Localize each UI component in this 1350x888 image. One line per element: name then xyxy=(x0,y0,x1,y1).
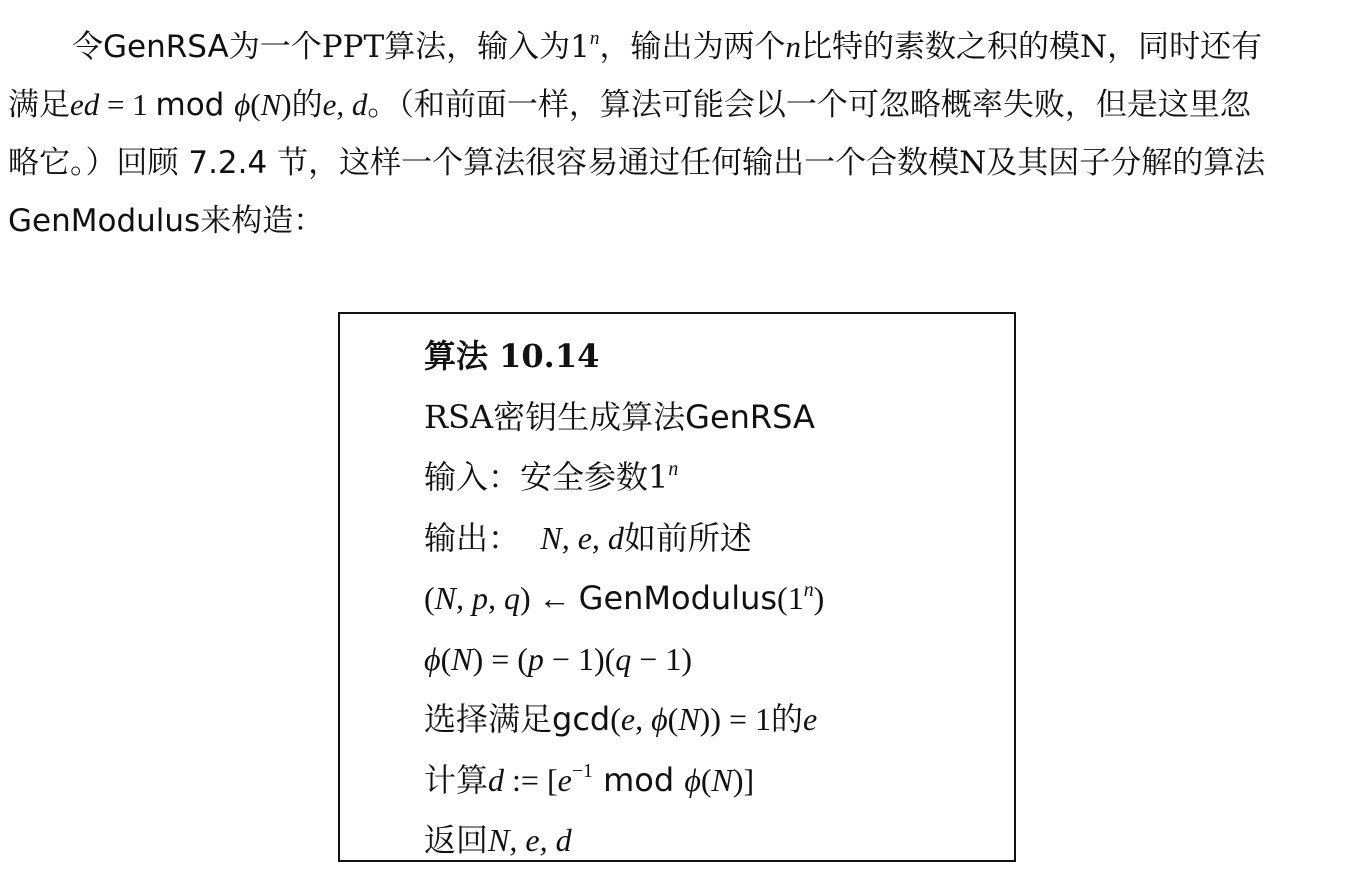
math-variable: e xyxy=(557,761,572,798)
math-paren: ( xyxy=(250,87,261,122)
algorithm-name: GenModulus xyxy=(8,203,201,239)
space xyxy=(674,761,684,799)
text: 比特的素数之积的模N，同时还有 xyxy=(800,29,1263,65)
math-paren: ( xyxy=(667,701,679,737)
paragraph-line-1 xyxy=(8,18,1340,76)
math-paren: ) xyxy=(813,580,825,616)
algorithm-box xyxy=(338,312,1016,862)
paragraph-line-3 xyxy=(8,134,1340,192)
math-variable: N xyxy=(260,87,282,122)
intro-paragraph xyxy=(8,18,1340,250)
text: RSA密钥生成算法 xyxy=(424,397,686,436)
math-paren: ( xyxy=(610,701,621,737)
text: 计算 xyxy=(424,760,489,799)
math-paren: ( xyxy=(424,580,435,616)
math-symbol: ϕ xyxy=(234,87,251,122)
math-variable: p xyxy=(527,640,544,677)
math-variable: N, p, q xyxy=(434,580,520,616)
text: 选择满足 xyxy=(424,700,553,738)
text: ，输出为两个 xyxy=(599,29,786,65)
math-variable: d xyxy=(488,761,505,798)
algorithm-line-name xyxy=(424,387,824,448)
text: 为一个PPT算法，输入为1 xyxy=(228,29,590,65)
math-operator: mod xyxy=(155,87,225,123)
text: 。（和前面一样，算法可能会以一个可忽略概率失败，但是这里忽 xyxy=(367,87,1251,123)
math-variable: N xyxy=(711,761,733,798)
math-variable: ed xyxy=(70,87,100,122)
math-variable: q xyxy=(615,640,632,677)
superscript: n xyxy=(668,457,679,480)
section-number: 7.2.4 xyxy=(188,145,268,181)
text: 节，这样一个算法很容易通过任何输出一个合数模N及其因子分解的算法 xyxy=(267,145,1266,181)
math-text: (1 xyxy=(777,580,804,616)
paragraph-line-4 xyxy=(8,192,1340,250)
algorithm-name: GenRSA xyxy=(685,397,815,436)
algorithm-line-phi xyxy=(424,629,824,690)
math-text: )) = 1 xyxy=(699,701,772,737)
text: 返回 xyxy=(424,821,489,859)
algorithm-line-input xyxy=(424,447,824,508)
math-variable: e, d xyxy=(322,87,368,122)
algorithm-title: 算法 10.14 xyxy=(424,337,600,375)
math-operator: gcd xyxy=(552,700,611,738)
text: 略它。）回顾 xyxy=(8,145,189,181)
math-operator: mod xyxy=(603,760,675,799)
math-paren: ) xyxy=(281,87,292,122)
math-text: = 1 xyxy=(99,87,156,122)
text: 令 xyxy=(72,29,103,65)
algorithm-line-choose-e xyxy=(424,689,824,750)
algorithm-line-genmodulus xyxy=(424,568,824,629)
math-text: )] xyxy=(732,761,755,798)
math-symbol: ϕ xyxy=(424,640,441,677)
algorithm-line-compute-d xyxy=(424,750,824,811)
math-variable: N, e, d xyxy=(540,519,624,556)
superscript: n xyxy=(803,578,814,601)
math-variable: N xyxy=(451,640,473,677)
paragraph-line-2 xyxy=(8,76,1340,134)
text: 输入：安全参数1 xyxy=(424,458,669,496)
superscript: n xyxy=(589,28,600,50)
algorithm-name: GenModulus xyxy=(578,579,778,617)
math-symbol: ϕ xyxy=(684,761,701,798)
algorithm-line-output xyxy=(424,508,824,569)
algorithm-line-return xyxy=(424,810,824,871)
math-variable: N, e, d xyxy=(488,822,572,858)
text: 如前所述 xyxy=(623,518,752,557)
math-variable: N xyxy=(678,701,700,737)
space xyxy=(224,87,234,123)
text: 满足 xyxy=(8,87,70,123)
algorithm-name: GenRSA xyxy=(103,29,229,65)
math-paren: ( xyxy=(440,640,452,677)
math-text: − 1)( xyxy=(543,640,616,677)
superscript: −1 xyxy=(571,760,593,783)
math-text: ) ← xyxy=(520,580,579,616)
text: 的 xyxy=(771,700,804,738)
math-variable: n xyxy=(785,29,801,64)
math-text: := [ xyxy=(504,761,558,798)
text: 来构造： xyxy=(200,203,325,239)
math-variable: e, ϕ xyxy=(620,701,668,737)
algorithm-body xyxy=(424,326,824,871)
math-paren: ( xyxy=(700,761,712,798)
text: 输出： xyxy=(424,518,541,557)
math-text: ) = ( xyxy=(472,640,528,677)
text: 的 xyxy=(291,87,323,123)
math-variable: e xyxy=(803,701,818,737)
space xyxy=(593,761,603,799)
math-text: − 1) xyxy=(631,640,692,677)
